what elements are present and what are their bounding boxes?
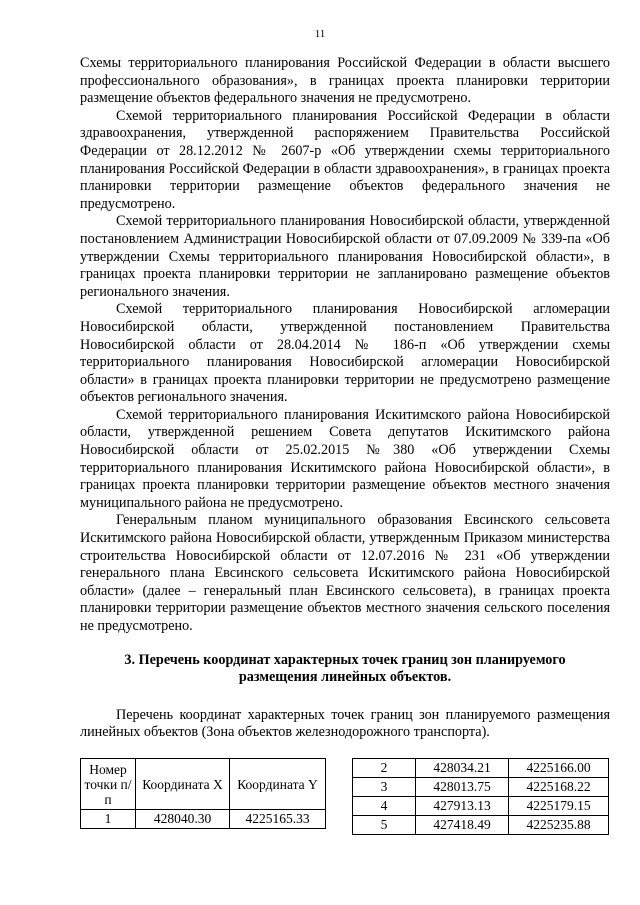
coordinates-table-left <box>80 758 326 829</box>
cell-coordinate-y: 4225179.15 <box>509 797 609 816</box>
document-body <box>80 55 610 742</box>
paragraph-3: Схемой территориального планирования Новосибирской области, утвержденной постановлением Администрации Новосибирской области от 07.09.2009 № 339-па «Об утверждении Схемы территориального планирования Новосибирской области», в границах проекта планировки территории не запланировано размещение объектов регионального значения. <box>80 213 610 300</box>
table-row <box>353 797 609 816</box>
table-header-row <box>81 759 326 810</box>
header-coordinate-y: Координата Y <box>230 759 326 810</box>
table-row <box>353 759 609 778</box>
cell-coordinate-x: 427913.13 <box>416 797 509 816</box>
cell-point-number: 4 <box>353 797 416 816</box>
paragraph-6: Генеральным планом муниципального образования Евсинского сельсовета Искитимского района Новосибирской области, утвержденным Приказом министерства строительства Новосибирской области от 12.07.2016 № 231 «Об утверждении генерального плана Евсинского сельсовета Искитимского района Новосибирской области» (далее – генеральный план Евсинского сельсовета), в границах проекта планировки территории размещение объектов местного значения сельского поселения не предусмотрено. <box>80 512 610 634</box>
cell-point-number: 1 <box>81 810 136 829</box>
cell-coordinate-x: 428040.30 <box>136 810 230 829</box>
cell-coordinate-x: 428034.21 <box>416 759 509 778</box>
paragraph-5: Схемой территориального планирования Искитимского района Новосибирской области, утвержденной решением Совета депутатов Искитимского района Новосибирской области от 25.02.2015 №380 «Об утверждении Схемы территориального планирования Искитимского района Новосибирской области», в границах проекта планировки территории размещение объектов местного значения муниципального района не предусмотрено. <box>80 406 610 511</box>
coordinates-table-right <box>352 758 609 835</box>
cell-point-number: 3 <box>353 778 416 797</box>
page-number: 11 <box>314 28 326 40</box>
cell-coordinate-y: 4225165.33 <box>230 810 326 829</box>
header-coordinate-x: Координата X <box>136 759 230 810</box>
intro-paragraph: Перечень координат характерных точек границ зон планируемого размещения линейных объектов (Зона объектов железнодорожного транспорта). <box>80 706 610 741</box>
section-heading: 3. Перечень координат характерных точек границ зон планируемого размещения линейных объектов. <box>124 651 566 686</box>
cell-coordinate-y: 4225168.22 <box>509 778 609 797</box>
paragraph-1: Схемы территориального планирования Российской Федерации в области высшего профессионального образования», в границах проекта планировки территории размещение объектов федерального значения не предусмотрено. <box>80 55 610 107</box>
table-row <box>353 778 609 797</box>
cell-coordinate-y: 4225166.00 <box>509 759 609 778</box>
table-row <box>353 816 609 835</box>
cell-coordinate-y: 4225235.88 <box>509 816 609 835</box>
cell-coordinate-x: 428013.75 <box>416 778 509 797</box>
table-row <box>81 810 326 829</box>
cell-coordinate-x: 427418.49 <box>416 816 509 835</box>
paragraph-2: Схемой территориального планирования Российской Федерации в области здравоохранения, утвержденной распоряжением Правительства Российской Федерации от 28.12.2012 № 2607-р «Об утверждении схемы территориального планирования Российской Федерации в области здравоохранения», в границах проекта планировки территории размещение объектов федерального значения не предусмотрено. <box>80 107 610 212</box>
header-point-number: Номер точки п/п <box>81 759 136 810</box>
cell-point-number: 2 <box>353 759 416 778</box>
cell-point-number: 5 <box>353 816 416 835</box>
paragraph-4: Схемой территориального планирования Новосибирской агломерации Новосибирской области, утвержденной постановлением Правительства Новосибирской области от 28.04.2014 № 186-п «Об утверждении схемы территориального планирования Новосибирской агломерации Новосибирской области» в границах проекта планировки территории не предусмотрено размещение объектов регионального значения. <box>80 301 610 406</box>
